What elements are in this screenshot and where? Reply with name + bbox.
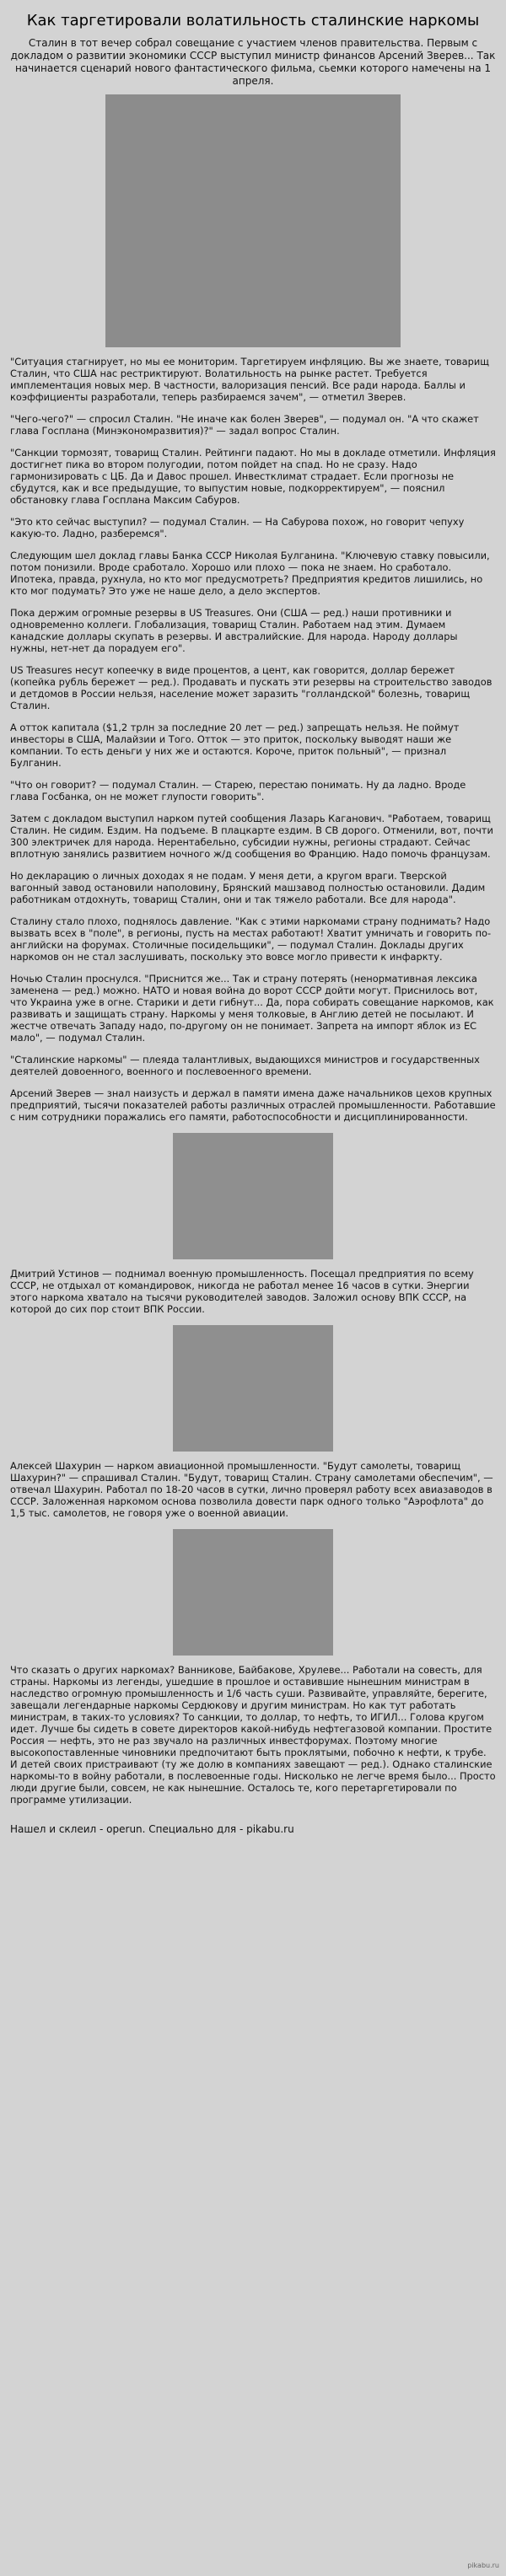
paragraph: Сталину стало плохо, поднялось давление. "Как с этими наркомами страну поднимать? Надо вызвать всех в "поле", в регионы, пусть на местах работают! Хватит умничать и говорить по-английски на форумах. Столичные посидельщики", — подумал Сталин. Доклады других наркомов он не стал заслушивать, поскольку это вовсе могло привести к инфаркту. [10, 915, 492, 963]
paragraph: "Сталинские наркомы" — плеяда талантливых, выдающихся министров и государственных деятелей довоенного, военного и послевоенного времени. [10, 1054, 480, 1077]
page-title: Как таргетировали волатильность сталинские наркомы [26, 12, 480, 30]
paragraph: "Ситуация стагнирует, но мы ее мониторим. Таргетируем инфляцию. Вы же знаете, товарищ Сталин, что США нас рестриктируют. Волатильность на рынке растет. Требуется имплементация новых мер. В частности, валоризация пенсий. Все ради народа. Баллы и коэффициенты разработали, теперь разбираемся зачем", — отметил Зверев. [10, 356, 489, 403]
zverev-photo [173, 1133, 333, 1259]
paragraph: "Чего-чего?" — спросил Сталин. "Не иначе как болен Зверев", — подумал он. "А что скажет глава Госплана (Минэкономразвития)?" — задал вопрос Сталин. [10, 413, 479, 437]
paragraph: Алексей Шахурин — нарком авиационной промышленности. "Будут самолеты, товарищ Шахурин?" — спрашивал Сталин. "Будут, товарищ Сталин. Страну самолетами обеспечим", — отвечал Шахурин. Работал по 18-20 часов в сутки, лично проверял работу всех авиазаводов в СССР. Заложенная наркомом основа позволила довести парк одного только "Аэрофлота" до 1,5 тыс. самолетов, не говоря уже о военной авиации. [10, 1460, 493, 1519]
intro-text: Сталин в тот вечер собрал совещание с участием членов правительства. Первым с докладом о развитии экономики СССР выступил министр финансов Арсений Зверев... Так начинается сценарий нового фантастического фильма, сьемки которого намечены на 1 апреля. [10, 37, 496, 87]
paragraph: "Что он говорит? — подумал Сталин. — Старею, перестаю понимать. Ну да ладно. Вроде глава Госбанка, он не может глупости говорить". [10, 779, 466, 802]
paragraph: Ночью Сталин проснулся. "Приснится же... Так и страну потерять (ненормативная лексика заменена — ред.) можно. НАТО и новая война до ворот СССР дойти могут. Приснилось вот, что Украина уже в огне. Старики и дети гибнут... Да, пора собирать совещание наркомов, как развивать и защищать страну. Наркомы у меня толковые, в Англию детей не посылают. И жестче отвечать Западу надо, по-другому он не понимает. Запрета на импорт яблок из ЕС мало", — подумал Сталин. [10, 973, 494, 1044]
paragraph: US Treasures несут копеечку в виде процентов, а цент, как говорится, доллар бережет (копейка рубль бережет — ред.). Продавать и пускать эти резервы на строительство заводов и детдомов в России нельзя, население может заразить "голландской" болезнь, товарищ Сталин. [10, 664, 493, 711]
paragraph: Следующим шел доклад главы Банка СССР Николая Булганина. "Ключевую ставку повысили, потом понизили. Вроде сработало. Хорошо или плохо — пока не знаем. Но сработало. Ипотека, правда, рухнула, но кто мог предусмотреть? Предприятия кредитов лишились, но кто мог подумать? Это уже не наше дело, а дело экспертов. [10, 550, 490, 597]
ustinov-photo [173, 1325, 333, 1452]
paragraph: Арсений Зверев — знал наизусть и держал в памяти имена даже начальников цехов крупных предприятий, тысячи показателей работы различных отраслей промышленности. Работавшие с ним сотрудники поражались его памяти, работоспособности и дисциплинированности. [10, 1087, 496, 1123]
paragraph: "Это кто сейчас выступил? — подумал Сталин. — На Сабурова похож, но говорит чепуху какую-то. Ладно, разберемся". [10, 516, 465, 539]
paragraph: Пока держим огромные резервы в US Treasures. Они (США — ред.) наши противники и одновременно коллеги. Глобализация, товарищ Сталин. Работаем над этим. Думаем канадские доллары скупать в резервы. И австралийские. Для народа. Народу доллары нужны, нет-нет да порадуем его". [10, 607, 458, 654]
paragraph: Что сказать о других наркомах? Ванникове, Байбакове, Хрулеве... Работали на совесть, для страны. Наркомы из легенды, ушедшие в прошлое и оставившие нынешним министрам в наследство огромную промышленность и 1/6 часть суши. Развивайте, управляйте, берегите, завещали легендарные наркомы Сердюкову и другим министрам. Но как тут работать министрам, в таких-то условиях? То санкции, то доллар, то нефть, то ИГИЛ... Голова кругом идет. Лучше бы сидеть в совете директоров какой-нибудь нефтегазовой компании. Простите Россия — нефть, это не раз звучало на различных инвестфорумах. Поэтому многие высокопоставленные чиновники предпочитают быть проклятыми, побочно к нефти, к трубе. И детей своих пристраивают (ту же долю в компаниях завещают — ред.). Однако сталинские наркомы-то в войну работали, в послевоенные годы. Нисколько не легче время было... Просто люди другие были, совсем, не как нынешние. Осталось те, кого перетаргетировали по программе утилизации. [10, 1664, 496, 1806]
shakhurin-photo [173, 1529, 333, 1656]
paragraph: "Санкции тормозят, товарищ Сталин. Рейтинги падают. Но мы в докладе отметили. Инфляция достигнет пика во втором полугодии, потом пойдет на спад. Но не сразу. Надо гармонизировать с ЦБ. Да и Давос прошел. Инвестклимат страдает. Если прогнозы не сбудутся, как и все предыдущие, то выпустим новые, подкорректируем", — пояснил обстановку глава Госплана Максим Сабуров. [10, 447, 496, 506]
paragraph: Затем с докладом выступил нарком путей сообщения Лазарь Каганович. "Работаем, товарищ Сталин. Не сидим. Ездим. На подъеме. В плацкарте ездим. В СВ дорого. Отменили, вот, почти 300 электричек для народа. Нерентабельно, субсидии нужны, регионы страдают. Сейчас вплотную занялись развитием ночного ж/д сообщения во Францию. Надо помочь французам. [10, 813, 493, 860]
paragraph: Но декларацию о личных доходах я не подам. У меня дети, а кругом враги. Тверской вагонный завод остановили наполовину, Брянский машзавод полностью остановили. Дадим работникам отдохнуть, товарищ Сталин, они и так тяжело работали. Все для народа". [10, 870, 486, 905]
paragraph: Дмитрий Устинов — поднимал военную промышленность. Посещал предприятия по всему СССР, не отдыхал от командировок, никогда не работал менее 16 часов в сутки. Энергии этого наркома хватало на тысячи руководителей заводов. Заложил основу ВПК СССР, на которой до сих пор стоит ВПК России. [10, 1268, 474, 1315]
paragraph: А отток капитала ($1,2 трлн за последние 20 лет — ред.) запрещать нельзя. Не поймут инвесторы в США, Малайзии и Того. Отток — это приток, поскольку выводят наши же компании. То есть деньги у них же и остаются. Короче, приток польный", — признал Булганин. [10, 722, 460, 769]
stalin-photo [105, 94, 401, 347]
watermark: pikabu.ru [467, 2562, 499, 2569]
footer-credit: Нашел и склеил - operun. Специально для - pikabu.ru [10, 1823, 294, 1835]
